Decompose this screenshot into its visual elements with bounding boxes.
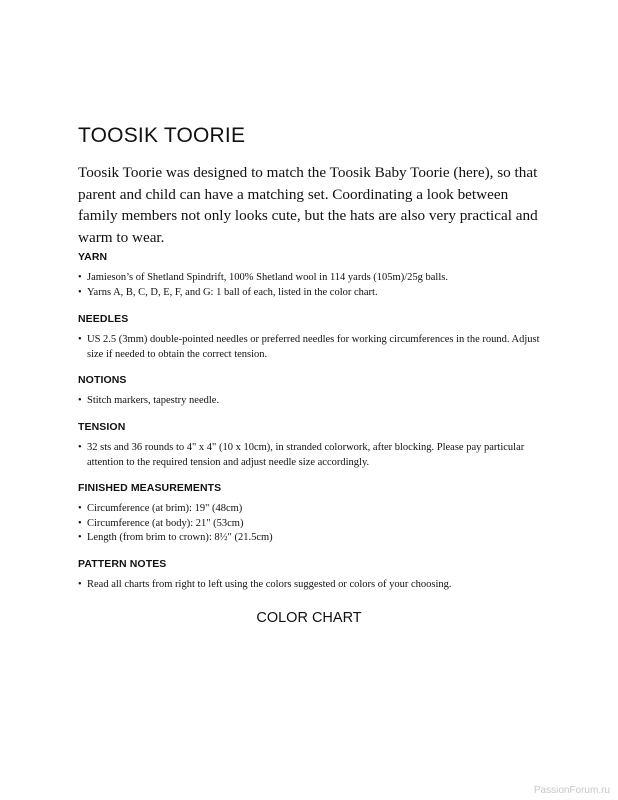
pattern-notes-list xyxy=(78,578,548,593)
section-heading: FINISHED MEASUREMENTS xyxy=(78,482,222,494)
page-title: TOOSIK TOORIE xyxy=(78,124,246,147)
section-heading: YARN xyxy=(78,251,108,263)
yarn-list xyxy=(78,271,548,300)
list-item: • Yarns A, B, C, D, E, F, and G: 1 ball of each, listed in the color chart. xyxy=(78,286,548,301)
intro-paragraph: Toosik Toorie was designed to match the Toosik Baby Toorie (here), so that parent and child can have a matching set. Coordinating a look between family members not only looks cute, but the hats are also very practical and warm to wear. xyxy=(78,164,538,246)
section-heading: PATTERN NOTES xyxy=(78,558,167,570)
list-item: • Read all charts from right to left using the colors suggested or colors of your choosing. xyxy=(78,578,548,593)
section-notions xyxy=(78,374,548,409)
section-heading: NOTIONS xyxy=(78,374,127,386)
tension-list xyxy=(78,441,548,470)
watermark: PassionForum.ru xyxy=(533,785,610,796)
bullet-icon: • xyxy=(78,442,82,453)
section-needles xyxy=(78,313,548,362)
bullet-icon: • xyxy=(78,286,82,298)
bullet-icon: • xyxy=(78,272,82,283)
section-pattern-notes xyxy=(78,558,548,593)
bullet-icon: • xyxy=(78,579,82,590)
bullet-icon: • xyxy=(78,517,82,529)
section-tension xyxy=(78,421,548,470)
needles-list xyxy=(78,333,548,362)
list-item: • Stitch markers, tapestry needle. xyxy=(78,394,548,409)
bullet-icon: • xyxy=(78,532,82,543)
bullet-icon: • xyxy=(78,334,82,345)
measurements-list xyxy=(78,502,548,546)
bullet-icon: • xyxy=(78,395,82,406)
bullet-icon: • xyxy=(78,503,82,514)
notions-list xyxy=(78,394,548,409)
color-chart-title: COLOR CHART xyxy=(256,610,362,626)
section-yarn xyxy=(78,251,548,300)
list-item: • Circumference (at brim): 19" (48cm) xyxy=(78,502,548,517)
section-heading: TENSION xyxy=(78,421,126,433)
list-item: • Jamieson’s of Shetland Spindrift, 100% Shetland wool in 114 yards (105m)/25g balls. xyxy=(78,271,548,286)
section-finished-measurements xyxy=(78,482,548,546)
list-item: • Circumference (at body): 21" (53cm) xyxy=(78,517,548,532)
list-item: • 32 sts and 36 rounds to 4" x 4" (10 x 10cm), in stranded colorwork, after blocking. Please pay particular attention to the required tension and adjust needle size accordingly. xyxy=(78,442,525,468)
list-item: • Length (from brim to crown): 8½" (21.5cm) xyxy=(78,531,548,546)
section-heading: NEEDLES xyxy=(78,313,129,325)
list-item: • US 2.5 (3mm) double-pointed needles or preferred needles for working circumferences in the round. Adjust size if needed to obtain the correct tension. xyxy=(78,334,540,360)
